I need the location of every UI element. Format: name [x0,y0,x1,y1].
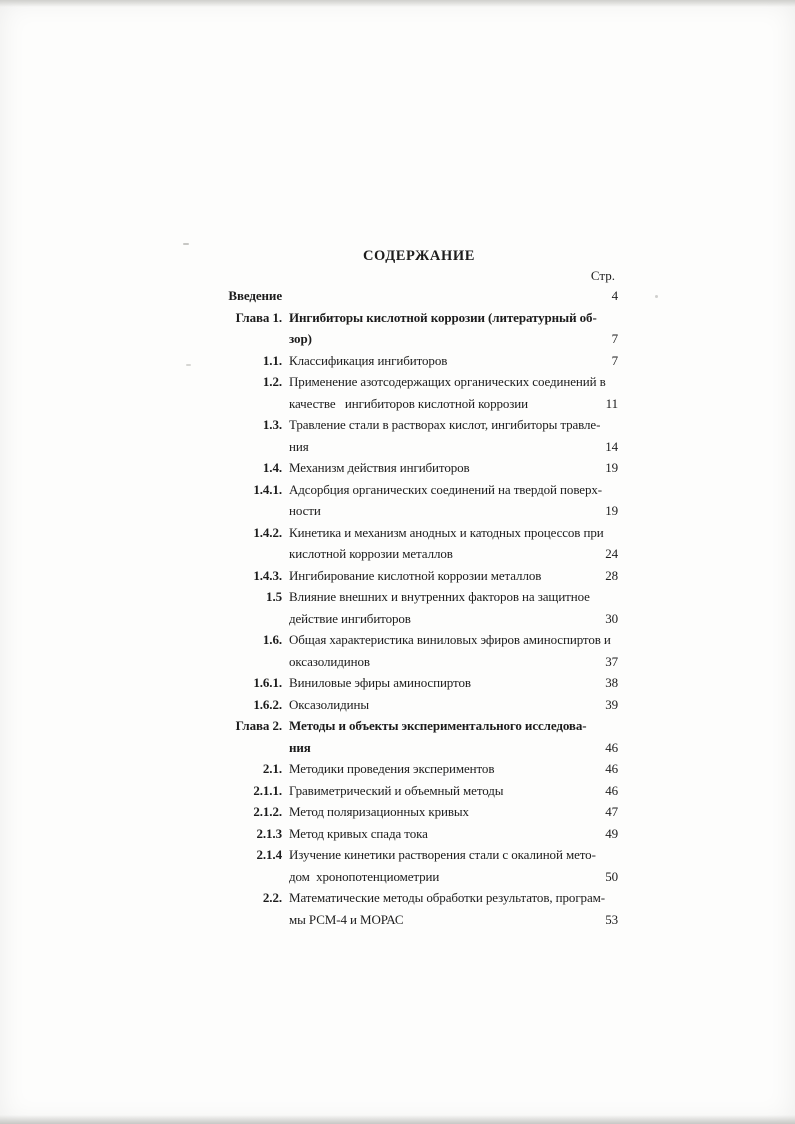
entry-page: 37 [605,653,618,669]
dot-leader [323,500,588,522]
toc-content [220,247,618,930]
dot-leader [313,737,588,759]
entry-page: 39 [605,696,618,712]
entry-page [617,629,643,651]
toc-line [220,328,618,350]
dot-leader [405,909,588,931]
entry-text: кислотной коррозии металлов [289,546,453,561]
entry-text: Общая характеристика виниловых эфиров аминоспиртов и [289,632,611,647]
dot-leader [441,866,588,888]
entry-page: 24 [605,546,618,561]
toc-list [220,285,618,930]
entry-text: Оксазолидины [289,696,369,712]
entry-text: Метод поляризационных кривых [289,804,469,819]
entry-label: 1.4. [262,460,282,475]
entry-text: Применение азотсодержащих органических соединений в [289,374,606,389]
dot-leader [496,758,588,780]
entry-label: 1.6.1. [253,675,282,690]
toc-line [220,780,618,802]
toc-line [220,694,618,716]
entry-page: 50 [605,868,618,884]
entry-label [220,543,282,565]
entry-label: Введение [228,288,282,303]
toc-line [220,586,618,608]
toc-line [220,672,618,694]
entry-label [220,393,282,415]
entry-page: 7 [611,352,618,368]
entry-text: Виниловые эфиры аминоспиртов [289,675,471,690]
entry-label: 1.6. [262,632,282,647]
dot-leader [472,457,588,479]
entry-label: 2.1.4 [256,847,282,862]
entry-page [608,479,634,501]
scan-artifact [183,243,189,245]
entry-page: 46 [605,761,618,776]
entry-label [220,500,282,522]
page-column-header: Стр. [590,268,615,283]
toc-line [220,543,618,565]
dot-leader [372,651,588,673]
entry-label: 1.6.2. [253,696,282,712]
toc-line [220,285,618,307]
entry-text: оксазолидинов [289,653,370,669]
entry-text: Метод кривых спада тока [289,825,428,841]
dot-leader [530,393,588,415]
entry-label: 2.1.3 [256,825,282,841]
entry-label: Глава 1. [235,309,282,325]
entry-page: 14 [605,438,618,454]
entry-label [220,436,282,458]
dot-leader [471,801,588,823]
entry-page: 46 [605,782,618,798]
entry-page: 4 [611,288,618,303]
entry-page [610,522,636,544]
entry-text: ния [289,438,309,454]
entry-page: 7 [611,331,618,346]
entry-text: Ингибиторы кислотной коррозии (литературный об- [289,309,597,325]
dot-leader [291,285,588,307]
toc-line [220,479,618,501]
toc-line [220,801,618,823]
entry-label: 1.4.2. [253,524,282,540]
entry-text: Ингибирование кислотной коррозии металлов [289,567,542,583]
entry-page [606,414,632,436]
entry-label: 2.1.2. [253,804,282,819]
entry-label [220,651,282,673]
toc-line [220,866,618,888]
entry-text: ности [289,503,321,518]
toc-line [220,393,618,415]
entry-page [602,844,628,866]
toc-line [220,414,618,436]
entry-label: Глава 2. [235,718,282,733]
dot-leader [473,672,588,694]
entry-label: 1.4.1. [253,481,282,497]
entry-page: 30 [605,610,618,626]
toc-line [220,887,618,909]
entry-page [612,371,638,393]
dot-leader [449,350,588,372]
entry-text: ния [289,739,311,755]
toc-line [220,844,618,866]
entry-label [220,608,282,630]
page-title: СОДЕРЖАНИЕ [362,248,476,264]
dot-leader [311,436,588,458]
toc-line [220,307,618,329]
entry-text: Травление стали в растворах кислот, ингибиторы травле- [289,417,601,432]
entry-page: 38 [605,675,618,690]
dot-leader [543,565,588,587]
toc-line [220,500,618,522]
entry-page [611,887,637,909]
entry-page: 53 [605,911,618,927]
entry-label [220,737,282,759]
entry-label [220,328,282,350]
entry-text: Кинетика и механизм анодных и катодных процессов при [289,524,604,540]
entry-page: 19 [605,503,618,518]
entry-page: 46 [605,739,618,755]
toc-line [220,457,618,479]
entry-page: 11 [605,395,618,411]
entry-page [603,307,629,329]
toc-line [220,522,618,544]
entry-text: качестве ингибиторов кислотной коррозии [289,395,529,411]
entry-text: действие ингибиторов [289,610,411,626]
scan-artifact [655,295,658,298]
entry-text: Математические методы обработки результатов, програм- [289,890,605,905]
dot-leader [413,608,588,630]
toc-line [220,350,618,372]
entry-page: 19 [605,460,618,475]
entry-text: Методы и объекты экспериментального исследова- [289,718,587,733]
entry-label [220,909,282,931]
entry-label: 1.3. [262,417,282,432]
toc-line [220,758,618,780]
dot-leader [371,694,588,716]
entry-text: Гравиметрический и объемный методы [289,782,504,798]
toc-line [220,565,618,587]
entry-label: 1.5 [266,589,282,604]
entry-label: 2.2. [262,890,282,905]
toc-line [220,737,618,759]
entry-page [596,586,622,608]
toc-line [220,909,618,931]
entry-text: Влияние внешних и внутренних факторов на защитное [289,589,590,604]
entry-text: Адсорбция органических соединений на твердой поверх- [289,481,602,497]
dot-leader [430,823,588,845]
toc-line [220,651,618,673]
dot-leader [455,543,588,565]
dot-leader [505,780,588,802]
entry-text: дом хронопотенциометрии [289,868,440,884]
scan-artifact [186,364,191,366]
entry-label: 1.4.3. [253,567,282,583]
toc-line [220,629,618,651]
entry-label: 2.1. [262,761,282,776]
entry-text: мы РСМ-4 и МОРАС [289,911,404,927]
toc-line [220,823,618,845]
entry-label: 2.1.1. [253,782,282,798]
entry-text: зор) [289,331,312,346]
entry-label: 1.1. [262,352,282,368]
entry-text: Изучение кинетики растворения стали с окалиной мето- [289,847,596,862]
entry-page: 47 [605,804,618,819]
entry-page [592,715,618,737]
dot-leader [314,328,588,350]
toc-line [220,371,618,393]
entry-label [220,866,282,888]
entry-text: Методики проведения экспериментов [289,761,495,776]
entry-page: 28 [605,567,618,583]
entry-label: 1.2. [262,374,282,389]
entry-page: 49 [605,825,618,841]
toc-line [220,715,618,737]
toc-line [220,608,618,630]
entry-text: Механизм действия ингибиторов [289,460,470,475]
entry-text: Классификация ингибиторов [289,352,448,368]
toc-line [220,436,618,458]
